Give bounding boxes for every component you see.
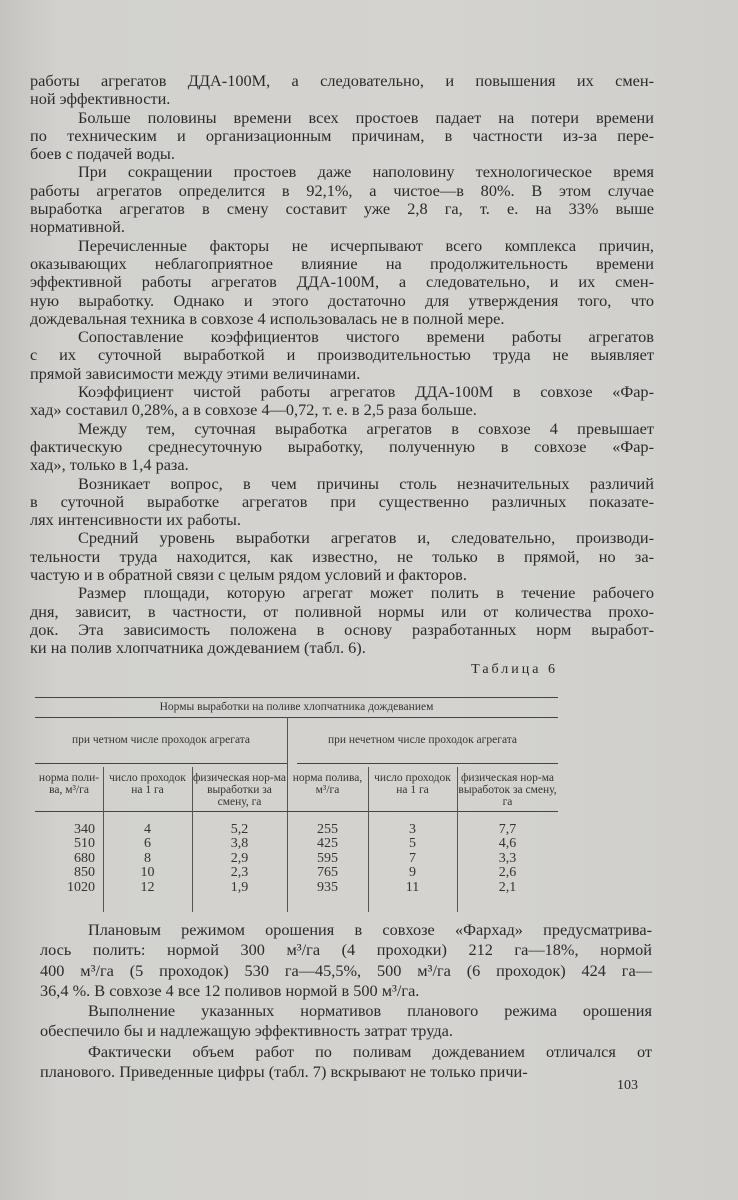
text-line: эффективной работы агрегатов ДДА-100М, а следовательно, и их смен- — [30, 272, 654, 292]
table-cell: 11 — [405, 879, 420, 895]
text-line: Перечисленные факторы не исчерпывают всего комплекса причин, — [78, 235, 654, 255]
table-cell: 7 — [409, 850, 416, 866]
body-text-top — [30, 72, 654, 658]
table-cell: 765 — [317, 865, 338, 881]
text-line: выработка агрегатов в смену составит уже 2,8 га, т. е. на 33% выше — [30, 199, 654, 219]
table-cell: 9 — [409, 865, 416, 881]
table-cell: 2,1 — [498, 879, 517, 895]
text-line: дождевальная техника в совхозе 4 использовалась не в полной мере. — [30, 308, 505, 328]
column-header: норма полива, м³/га — [292, 772, 363, 796]
text-line: хад», только в 1,4 раза. — [30, 455, 189, 475]
text-line: Между тем, суточная выработка агрегатов в совхозе 4 превышает — [78, 418, 654, 438]
table-cell: 4 — [144, 822, 151, 837]
table-cell: 255 — [317, 822, 338, 837]
table-cell: 425 — [317, 836, 338, 852]
group-header-odd: при нечетном числе проходок агрегата — [327, 734, 518, 746]
table-cell: 8 — [144, 850, 151, 866]
table-cell: 1020 — [67, 879, 95, 895]
column-header: число проходок на 1 га — [109, 772, 186, 796]
table-cell: 3,3 — [498, 850, 517, 866]
text-line: работы агрегатов ДДА-100М, а следовательно, и повышения их смен- — [30, 71, 654, 90]
text-line: фактическую среднесуточную выработку, полученную в совхозе «Фар- — [30, 436, 654, 456]
text-line: нормативной. — [30, 217, 125, 237]
column-header: норма поли-ва, м³/га — [38, 772, 100, 796]
table-cell: 2,3 — [230, 865, 249, 881]
table-cell: 10 — [140, 865, 155, 881]
text-line: Средний уровень выработки агрегатов и, следовательно, производи- — [78, 528, 654, 548]
text-line: прямой зависимости между этими величинами. — [30, 363, 361, 383]
column-header: число проходок на 1 га — [374, 772, 451, 796]
text-line: Больше половины времени всех простоев падает на потери времени — [78, 107, 654, 127]
table-cell: 3 — [409, 822, 416, 837]
text-line: Сопоставление коэффициентов чистого времени работы агрегатов — [78, 327, 654, 347]
text-line: 400 м³/га (5 проходок) 530 га—45,5%, 500 м³/га (6 проходок) 424 га— — [40, 960, 652, 980]
text-line: Размер площади, которую агрегат может полить в течение рабочего — [78, 583, 654, 603]
text-line: 36,4 %. В совхозе 4 все 12 поливов нормой в 500 м³/га. — [40, 980, 420, 1000]
table-caption: Таблица 6 — [471, 662, 558, 677]
text-line: с их суточной выработкой и производительностью труда не выявляет — [30, 345, 654, 365]
text-line: При сокращении простоев даже наполовину технологическое время — [78, 162, 654, 182]
table-cell: 595 — [317, 850, 338, 866]
text-line: Коэффициент чистой работы агрегатов ДДА-100М в совхозе «Фар- — [78, 382, 654, 402]
text-line: обеспечило бы и надлежащую эффективность затрат труда. — [40, 1021, 453, 1041]
table-cell: 3,8 — [230, 836, 249, 852]
text-line: ную выработку. Однако и этого достаточно для утверждения того, что — [30, 290, 654, 310]
table-cell: 1,9 — [230, 879, 249, 895]
text-line: боев с подачей воды. — [30, 144, 175, 164]
table-cell: 5,2 — [230, 822, 249, 837]
text-line: лось полить: нормой 300 м³/га (4 проходки) 212 га—18%, нормой — [40, 940, 652, 960]
table-cell: 935 — [317, 879, 338, 895]
table-cell: 850 — [74, 865, 95, 881]
text-line: тельности труда находится, как известно, не только в прямой, но за- — [30, 546, 654, 566]
text-line: работы агрегатов определится в 92,1%, а чистое—в 80%. В этом случае — [30, 180, 654, 200]
table-cell: 2,9 — [230, 850, 249, 866]
table-cell: 2,6 — [498, 865, 517, 881]
text-line: лях интенсивности их работы. — [30, 510, 241, 530]
table-cell: 4,6 — [498, 836, 517, 852]
column-header: физическая нор-ма выработки за смену, га — [192, 772, 287, 808]
table-cell: 12 — [140, 879, 155, 895]
table-cell: 340 — [74, 822, 95, 837]
text-line: по техническим и организационным причинам, в частности из-за пере- — [30, 125, 654, 145]
table-cell: 680 — [74, 850, 95, 866]
text-line: дня, зависит, в частности, от поливной нормы или от количества прохо- — [30, 601, 654, 621]
text-line: Возникает вопрос, в чем причины столь незначительных различий — [78, 473, 654, 493]
table-cell: 5 — [409, 836, 416, 852]
text-line: планового. Приведенные цифры (табл. 7) вскрывают не только причи- — [40, 1062, 528, 1082]
text-line: в суточной выработке агрегатов при существенно различных показате- — [30, 491, 654, 511]
text-line: оказывающих неблагоприятное влияние на продолжительность времени — [30, 253, 654, 273]
text-line: Выполнение указанных нормативов планового режима орошения — [88, 1001, 652, 1021]
table-title: Нормы выработки на поливе хлопчатника дождеванием — [159, 701, 434, 713]
text-line: хад» составил 0,28%, а в совхозе 4—0,72, т. е. в 2,5 раза больше. — [30, 400, 477, 420]
text-line: частую и в обратной связи с целым рядом условий и факторов. — [30, 565, 467, 585]
page-number: 103 — [617, 1078, 638, 1093]
text-line: Фактически объем работ по поливам дождеванием отличался от — [88, 1041, 652, 1061]
text-line: ки на полив хлопчатника дождеванием (табл. 6). — [30, 638, 366, 658]
table-cell: 7,7 — [498, 822, 517, 837]
column-header: физическая нор-ма выработок за смену, га — [458, 772, 557, 808]
group-header-even: при четном числе проходок агрегата — [71, 734, 251, 746]
table-cell: 6 — [144, 836, 151, 852]
table-cell: 510 — [74, 836, 95, 852]
body-text-bottom — [40, 920, 652, 1082]
text-line: док. Эта зависимость положена в основу разработанных норм выработ- — [30, 619, 654, 639]
text-line: ной эффективности. — [30, 89, 171, 109]
text-line: Плановым режимом орошения в совхозе «Фархад» предусматрива- — [88, 920, 652, 939]
